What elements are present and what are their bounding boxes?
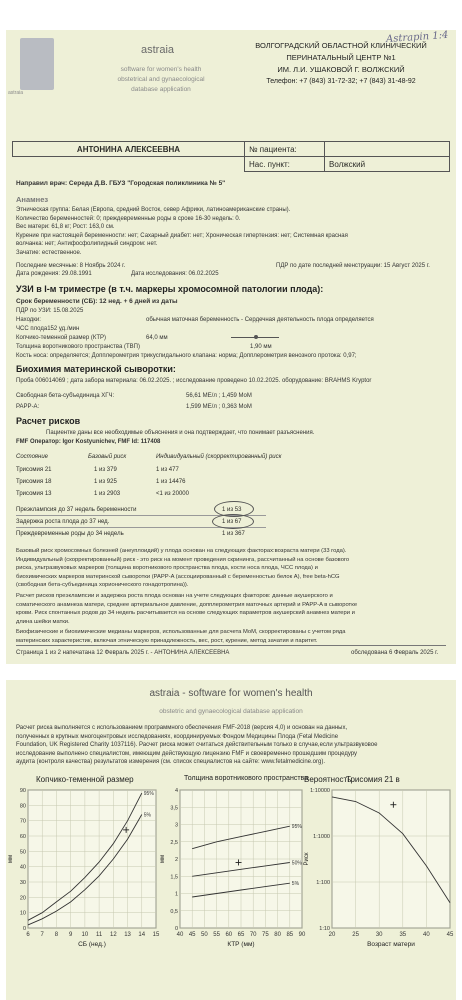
- handdrawn-circle-2: [212, 514, 254, 529]
- y-tick-label: 4: [174, 788, 178, 794]
- x-tick-label: 12: [109, 932, 117, 938]
- papp-value: 1,599 МЕ/л ; 0,363 MoM: [186, 404, 252, 410]
- report-page-1: astraia astraia software for women's health obstetrical and gynaecological database application ВОЛГОГРАДСКИЙ ОБЛАСТНОЙ КЛИНИЧЕСКИЙ ПЕРИНАТАЛЬНЫЙ ЦЕНТР №1 ИМ. Л.И. УШАКОВОЙ Г. ВОЛЖСКИЙ Телефон: +7 (843) 31-72-32; +7 (843) 31-48-92 Astrapin 1:4 АНТОНИНА АЛЕКСЕЕВНА № пациента: Нас. пункт: Волжский Направил врач: Середа Д.В. ГБУЗ "Городская поликлиника № 5" Анамнез Этническая группа: Белая (Европа, средний Восток, север Африки, латиноамериканские страны). Количество беременностей: 0; преждевременные роды в сроке 16-30 недель: 0. Вес матери: 61,8 кг; Рост: 163,0 см. Курение при настоящей беременности: нет; Сахарный диабет: нет; Хроническая гипертензия: нет; Системная красная волчанка: нет; Антифосфолипидный синдром: нет. Зачатие: естественное. Последние месячные: 8 Ноябрь 2024 г. Дата рождения: 29.08.1991 Дата исследования: 06.02.2025 ПДР по дате последней менструации: 15 Август 2025 г. УЗИ в I-м триместре (в т.ч. маркеры хромосомной патологии плода): Срок беременности (СБ): 12 нед. + 6 дней из даты ПДР по УЗИ: 15.08.2025 Находки: обычная маточная беременность - Сердечная деятельность плода определяется ЧСС плода152 уд./мин Копчико-теменной размер (КТР) 64,0 мм Толщина воротникового пространства (ТВП) 1,90 мм Кость носа: определяется; Допплерометрия трикуспидального клапана: норма; Допплерометрия венозного протока: 0,97; Биохимия материнской сыворотки: Проба 006014069 ; дата забора материала: 06.02.2025. ; исследование проведено 10.02.2025. оборудование: BRAHMS Kryptor Свободная бета-субъединица ХГЧ: 56,61 МЕ/л ; 1,459 MoM PAPP-A: 1,599 МЕ/л ; 0,363 MoM Расчет рисков Пациентке даны все необходимые объяснения и она подтверждает, что понимает разъяснения. FMF Оператор: Igor Kostyunichev, FMF Id: 117408 Состояние Базовый риск Индивидуальный (скорректированный) риск Трисомия 21 1 из 379 1 из 477 Трисомия 18 1 из 925 1 из 14476 Трисомия 13 1 из 2903 <1 из 20000 Преэклампсия до 37 недель беременности 1 из 53 Задержка роста плода до 37 нед. 1 из 67 Преждевременные роды до 34 недель 1 из 367 Базовый риск хромосомных болезней (анеуплоидий) у плода основан на следующих факторах:возраста матери (33 года). Индивидуальный (скорректированный) риск - это риск на момент проведения скрининга, рассчитанный на основе базового риска, ультразвуковых маркеров (толщина воротникового пространства плода, кости носа плода, ЧСС плода) и биохимических маркеров материнской сыворотки (PAPP-A (ассоциированный с беременностью белок А), free beta-hCG (свободная бета-субъединица хорионического гонадотропина)). Расчет рисков преэклампсии и задержка роста плода основан на учете следующих факторов: данные акушерского и соматического анамнеза матери, среднее артериальное давление, допплерометрия маточных артерий и PAPP-A в сыворотке крови. Риск спонтанных родов до 34 недель расчитывается на основе следующих параметров акушерский анамнез матери и длина шейки матки. Биофизические и биохимические медианы маркеров, использованные для расчета MoM, скорректированы с учетом ряда материнских характеристик, включая этническую принадлежность, вес, рост, курение, метод зачатия и паритет. Страница 1 из 2 напечатана 12 Февраль 2025 г. - АНТОНИНА АЛЕКСЕЕВНА обследована 6 Февраль 2025 г.: [6, 30, 456, 664]
- hospital-name: ВОЛГОГРАДСКИЙ ОБЛАСТНОЙ КЛИНИЧЕСКИЙ ПЕРИНАТАЛЬНЫЙ ЦЕНТР №1 ИМ. Л.И. УШАКОВОЙ Г. ВОЛЖСКИЙ Телефон: +7 (843) 31-72-32; +7 (843) 31-48-92: [236, 40, 446, 88]
- x-tick-label: 25: [352, 932, 359, 938]
- pdr-uzi: ПДР по УЗИ: 15.08.2025: [16, 308, 84, 314]
- y-axis-label: мм: [8, 854, 14, 864]
- uzi-title: УЗИ в I-м триместре (в т.ч. маркеры хромосомной патологии плода):: [16, 284, 324, 294]
- x-tick-label: 80: [274, 932, 281, 938]
- y-tick-label: 1: [174, 891, 178, 898]
- y-tick-label: 1:100: [316, 880, 330, 886]
- birth-date: Дата рождения: 29.08.1991: [16, 271, 92, 277]
- risk-explanation-1: Базовый риск хромосомных болезней (анеуплоидий) у плода основан на следующих факторах:возраста матери (33 года). Индивидуальный (скорректированный) риск - это риск на момент проведения скрининга, рассчитанный на основе базового риска, ультразвуковых маркеров (толщина воротникового пространства плода, кости носа плода, ЧСС плода) и биохимических маркеров материнской сыворотки (PAPP-A (ассоциированный с беременностью белок А), free beta-hCG (свободная бета-субъединица хорионического гонадотропина)).: [16, 548, 350, 589]
- x-tick-label: 45: [188, 932, 196, 938]
- x-tick-label: 15: [152, 932, 160, 938]
- plot-area: [28, 790, 156, 928]
- y-axis-label: мм: [160, 854, 166, 864]
- biochem-title: Биохимия материнской сыворотки:: [16, 364, 176, 374]
- x-tick-label: 9: [68, 932, 73, 938]
- x-tick-label: 11: [95, 932, 103, 938]
- tvp-value: 1,90 мм: [250, 344, 272, 350]
- hospital-phone: Телефон: +7 (843) 31-72-32; +7 (843) 31-48-92: [266, 78, 416, 85]
- footer-divider: [16, 645, 446, 646]
- crl-chart: [6, 786, 161, 961]
- footer-left: Страница 1 из 2 напечатана 12 Февраль 2025 г. - АНТОНИНА АЛЕКСЕЕВНА: [16, 650, 230, 656]
- x-tick-label: 40: [176, 932, 184, 938]
- x-tick-label: 8: [54, 932, 59, 938]
- city-label: Нас. пункт:: [245, 157, 325, 172]
- study-date: Дата исследования: 06.02.2025: [131, 271, 219, 277]
- heart-rate: ЧСС плода152 уд./мин: [16, 326, 80, 332]
- y-tick-label: 50: [19, 849, 26, 856]
- chart2-title: Толщина воротникового пространства: [184, 775, 309, 782]
- x-tick-label: 60: [225, 932, 233, 938]
- y-tick-label: 0,5: [170, 908, 178, 915]
- x-tick-label: 65: [237, 932, 245, 938]
- chart3-title: Трисомия 21 в: [346, 775, 400, 784]
- y-tick-label: 0: [22, 926, 26, 932]
- chart3-overlay-title: Вероятность: [304, 775, 352, 784]
- t21-age-chart: [302, 786, 456, 961]
- x-tick-label: 50: [201, 932, 208, 938]
- y-tick-label: 30: [19, 880, 26, 886]
- y-tick-label: 1:10000: [310, 788, 330, 794]
- plot-area: [332, 790, 450, 928]
- nt-chart: [158, 786, 308, 961]
- y-tick-label: 0: [174, 926, 178, 932]
- ktr-label: Копчико-теменной размер (КТР): [16, 335, 107, 341]
- fmf-operator: FMF Оператор: Igor Kostyunichev, FMF Id: 117408: [16, 439, 161, 445]
- handwritten-note: Astrapin 1:4: [385, 30, 449, 46]
- anamnesis-text: Этническая группа: Белая (Европа, средний Восток, север Африки, латиноамериканские страны). Количество беременностей: 0; преждевременные роды в сроке 16-30 недель: 0. Вес матери: 61,8 кг; Рост: 163,0 см. Курение при настоящей беременности: нет; Сахарный диабет: нет; Хроническая гипертензия: нет; Системная красная волчанка: нет; Антифосфолипидный синдром: нет. Зачатие: естественное.: [16, 207, 348, 256]
- gestational-term: Срок беременности (СБ): 12 нед. + 6 дней из даты: [16, 298, 178, 305]
- x-tick-label: 45: [446, 932, 454, 938]
- patient-table: [12, 141, 450, 172]
- y-tick-label: 1:10: [319, 926, 330, 932]
- y-tick-label: 20: [19, 895, 26, 902]
- x-tick-label: 70: [249, 932, 257, 938]
- logo-caption: astraia: [8, 90, 24, 96]
- patient-name: АНТОНИНА АЛЕКСЕЕВНА: [13, 142, 245, 157]
- chart1-title: Копчико-теменной размер: [36, 775, 134, 784]
- hcg-value: 56,61 МЕ/л ; 1,459 MoM: [186, 393, 252, 399]
- y-tick-label: 1,5: [170, 874, 178, 881]
- patient-no-label: № пациента:: [245, 142, 325, 157]
- x-tick-label: 55: [213, 932, 220, 938]
- page2-paragraph: Расчет риска выполняется с использованием программного обеспечения FMF-2018 (версия 4,0) и основан на данных, полученных в крупных многоцентровых исследованиях, координируемых Фондом Медицины Плода (Fetal Medicine Foundation, UK Registered Charity 1037116). Расчет риска может считаться действительным только в случае,если ультразвуковое исследование выполнено специалистом, имеющим действующую лицензию FMF и своевременно прошедшим процедуру аудита (контроля качества) результатов измерения (см. список специалистов на сайте: www.fetalmedicine.org).: [16, 725, 378, 766]
- page2-title: astraia - software for women's health: [149, 688, 313, 699]
- astraia-logo: [20, 38, 54, 90]
- hcg-label: Свободная бета-субъединица ХГЧ:: [16, 393, 115, 399]
- y-axis-label: Риск: [304, 852, 310, 866]
- series-label: 50%: [291, 860, 302, 867]
- y-tick-label: 3: [174, 822, 178, 829]
- findings-label: Находки:: [16, 317, 41, 323]
- x-tick-label: 20: [328, 932, 336, 938]
- last-period: Последние месячные: 8 Ноябрь 2024 г.: [16, 263, 126, 269]
- pdr-lmp: ПДР по дате последней менструации: 15 Август 2025 г.: [276, 263, 430, 269]
- y-tick-label: 60: [19, 834, 26, 840]
- series-label: 5%: [143, 812, 152, 819]
- y-tick-label: 2: [174, 857, 178, 863]
- x-axis-label: СБ (нед.): [78, 941, 106, 948]
- y-tick-label: 10: [19, 910, 26, 917]
- series-label: 95%: [291, 824, 302, 831]
- x-axis-label: КТР (мм): [227, 941, 255, 948]
- series-label: 5%: [291, 881, 300, 888]
- x-tick-label: 30: [375, 932, 383, 938]
- findings-value: обычная маточная беременность - Сердечная деятельность плода определяется: [146, 317, 374, 323]
- ktr-value: 64,0 мм: [146, 335, 168, 341]
- x-axis-label: Возраст матери: [367, 941, 415, 948]
- referring-doctor: Направил врач: Середа Д.В. ГБУЗ "Городская поликлиника № 5": [16, 180, 226, 187]
- x-tick-label: 75: [262, 932, 269, 938]
- risk-title: Расчет рисков: [16, 416, 81, 426]
- x-tick-label: 10: [81, 932, 89, 938]
- ktr-range-marker: [254, 335, 258, 339]
- brand-name: astraia: [141, 44, 175, 56]
- x-tick-label: 85: [286, 932, 294, 938]
- x-tick-label: 6: [26, 932, 30, 938]
- y-tick-label: 90: [19, 788, 26, 794]
- risk-explanation-3: Биофизические и биохимические медианы маркеров, использованные для расчета MoM, скорректированы с учетом ряда материнских характеристик, включая этническую принадлежность, вес, рост, курение, метод зачатия и паритет.: [16, 629, 346, 644]
- report-page-2: [6, 680, 456, 1000]
- nasal-bone-doppler: Кость носа: определяется; Допплерометрия трикуспидального клапана: норма; Допплерометрия венозного протока: 0,97;: [16, 353, 357, 359]
- y-tick-label: 80: [19, 803, 26, 810]
- patient-no-value: [325, 142, 450, 157]
- x-tick-label: 90: [298, 932, 306, 938]
- anamnesis-title: Анамнез: [16, 195, 49, 204]
- brand-subtitle: software for women's health obstetrical and gynaecological database application: [117, 66, 205, 93]
- papp-label: PAPP-A:: [16, 404, 40, 410]
- y-tick-label: 3,5: [170, 805, 178, 812]
- y-tick-label: 40: [19, 864, 26, 871]
- x-tick-label: 7: [40, 932, 44, 938]
- y-tick-label: 1:1000: [313, 834, 330, 840]
- x-tick-label: 40: [423, 932, 430, 938]
- footer-right: обследована 6 Февраль 2025 г.: [351, 650, 439, 656]
- series-label: 95%: [143, 791, 154, 798]
- city-value: Волжский: [325, 157, 450, 172]
- x-tick-label: 13: [124, 932, 131, 938]
- tvp-label: Толщина воротникового пространства (ТВП): [16, 344, 140, 350]
- risk-explanation-2: Расчет рисков преэклампсии и задержка роста плода основан на учете следующих факторов: данные акушерского и соматического анамнеза матери, среднее артериальное давление, допплерометрия маточных артерий и PAPP-A в сыворотке крови. Риск спонтанных родов до 34 недель расчитывается на основе следующих параметров акушерский анамнез матери и длина шейки матки.: [16, 593, 358, 625]
- x-tick-label: 14: [138, 932, 146, 938]
- biochem-sample: Проба 006014069 ; дата забора материала: 06.02.2025. ; исследование проведено 10.02.2025. оборудование: BRAHMS Kryptor: [16, 378, 372, 384]
- x-tick-label: 35: [399, 932, 407, 938]
- page2-subtitle: obstetric and gynaecological database application: [159, 708, 303, 715]
- y-tick-label: 2,5: [170, 839, 178, 846]
- risk-info: Пациентке даны все необходимые объяснения и она подтверждает, что понимает разъяснения.: [46, 430, 315, 436]
- y-tick-label: 70: [19, 818, 26, 825]
